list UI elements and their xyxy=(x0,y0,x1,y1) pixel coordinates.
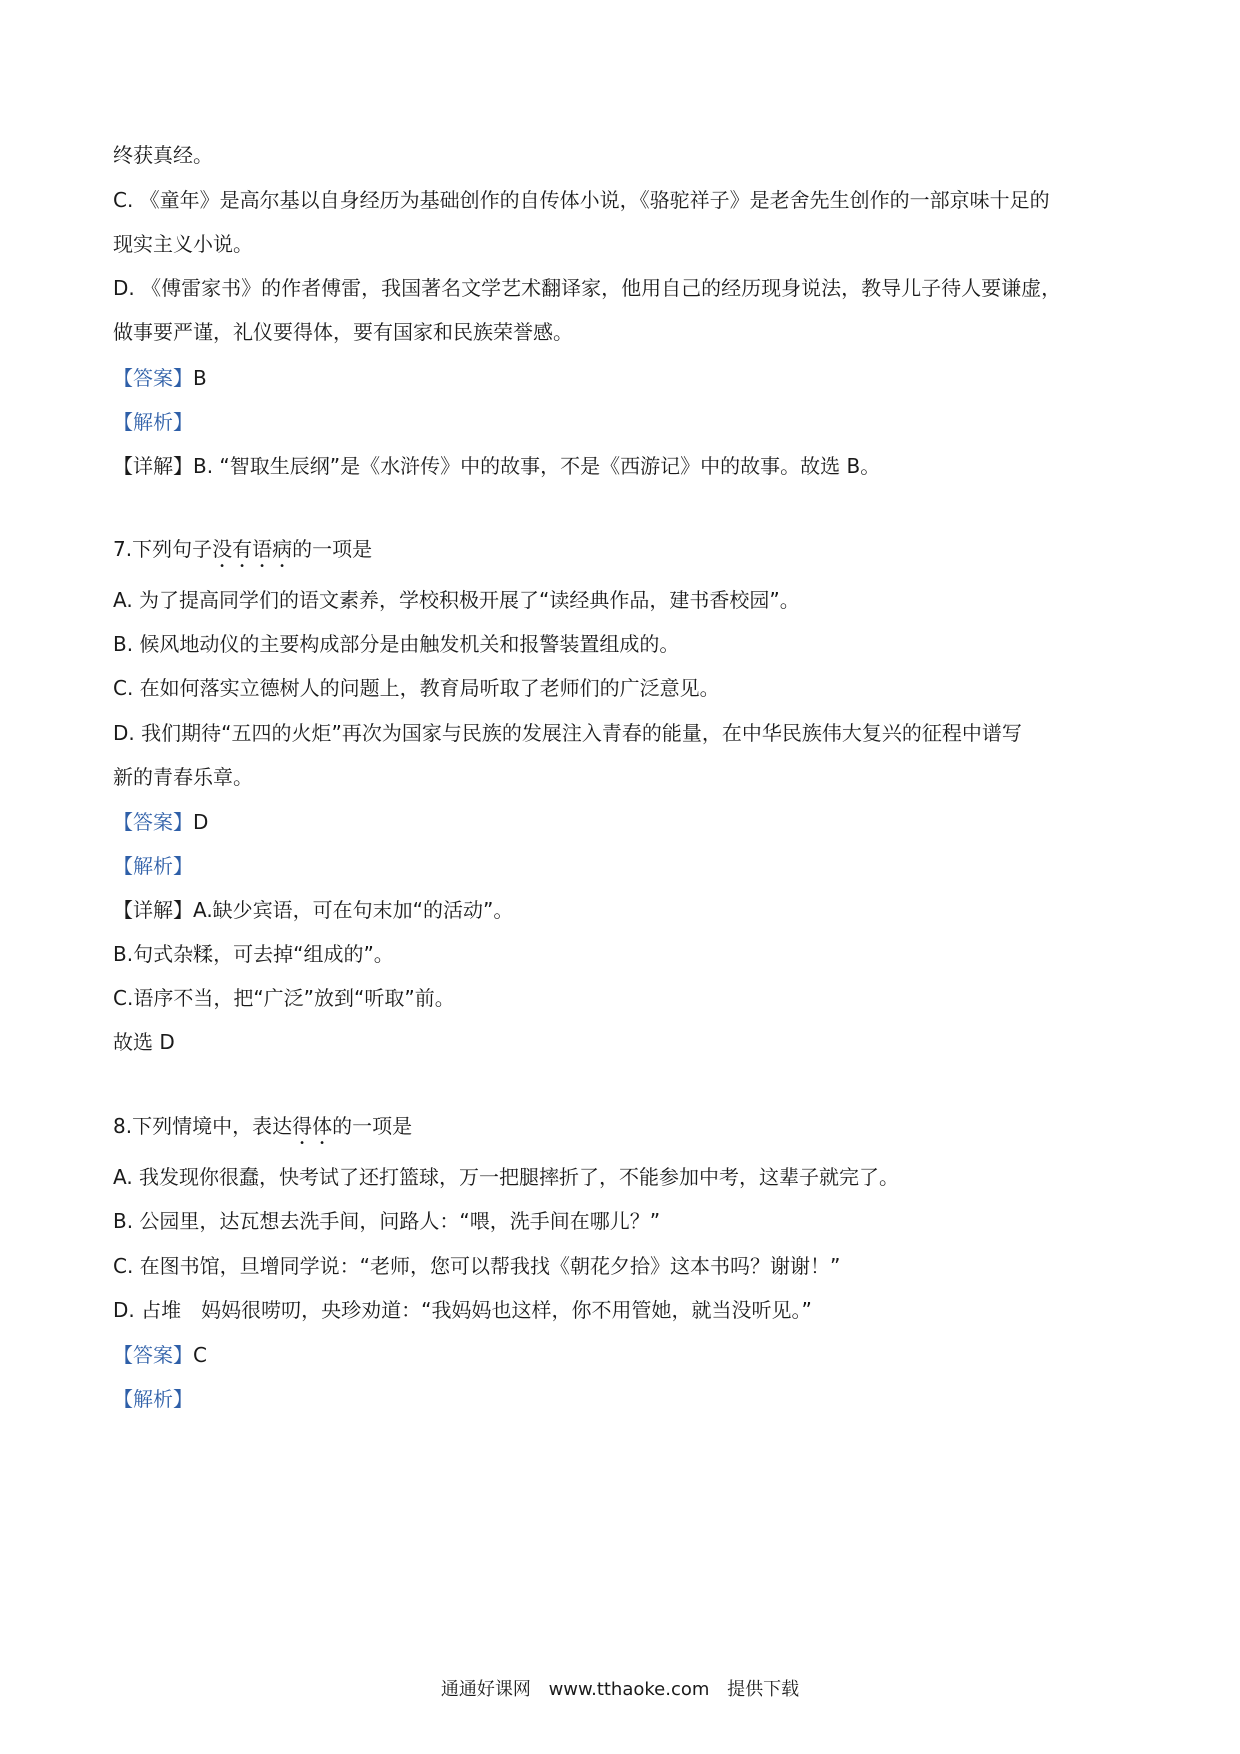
q7-option-b: B. 候风地动仪的主要构成部分是由触发机关和报警装置组成的。 xyxy=(113,632,680,656)
q6-option-d-line2: 做事要严谨，礼仪要得体，要有国家和民族荣誉感。 xyxy=(113,320,573,344)
q6-option-c-line1: C. 《童年》是高尔基以自身经历为基础创作的自传体小说，《骆驼祥子》是老舍先生创作的一部京味十足的 xyxy=(113,188,1050,212)
q7-detail-1: 【详解】A.缺少宾语，可在句末加“的活动”。 xyxy=(113,898,514,922)
q7-stem-suffix: 的一项是 xyxy=(292,537,373,561)
footer-url[interactable]: www.tthaoke.com xyxy=(548,1679,710,1700)
q7-option-d-line2: 新的青春乐章。 xyxy=(113,765,253,789)
q8-option-a: A. 我发现你很蠢，快考试了还打篮球，万一把腿摔折了，不能参加中考，这辈子就完了。 xyxy=(113,1165,900,1189)
q7-option-a: A. 为了提高同学们的语文素养，学校积极开展了“读经典作品，建书香校园”。 xyxy=(113,588,800,612)
q8-answer xyxy=(113,1341,207,1369)
q6-option-c-line2: 现实主义小说。 xyxy=(113,232,253,256)
q8-stem-prefix: 8.下列情境中，表达 xyxy=(113,1114,293,1138)
q8-analysis-label: 【解析】 xyxy=(113,1387,193,1411)
q8-option-d: D. 占堆 妈妈很唠叨，央珍劝道：“我妈妈也这样，你不用管她，就当没听见。” xyxy=(113,1298,812,1322)
q7-stem xyxy=(113,535,372,572)
q7-option-d-line1: D. 我们期待“五四的火炬”再次为国家与民族的发展注入青春的能量，在中华民族伟大复兴的征程中谱写 xyxy=(113,721,1022,745)
answer-value: C xyxy=(193,1343,207,1367)
answer-label: 【答案】 xyxy=(113,366,193,390)
q8-stem-suffix: 的一项是 xyxy=(332,1114,413,1138)
q6-option-d-line1: D. 《傅雷家书》的作者傅雷，我国著名文学艺术翻译家，他用自己的经历现身说法，教导儿子待人要谦虚， xyxy=(113,276,1062,300)
page-footer xyxy=(0,1677,1240,1703)
q7-detail-2: B.句式杂糅，可去掉“组成的”。 xyxy=(113,942,394,966)
answer-label: 【答案】 xyxy=(113,810,193,834)
q8-option-b: B. 公园里，达瓦想去洗手间，问路人：“喂，洗手间在哪儿？” xyxy=(113,1209,661,1233)
answer-value: D xyxy=(193,810,209,834)
q8-stem-emphasis: 得体 xyxy=(292,1114,333,1138)
q7-analysis-label: 【解析】 xyxy=(113,854,193,878)
q7-stem-prefix: 7.下列句子 xyxy=(113,537,213,561)
q6-detail: 【详解】B. “智取生辰纲”是《水浒传》中的故事，不是《西游记》中的故事。故选 B。 xyxy=(113,454,881,478)
q7-answer xyxy=(113,808,208,836)
footer-site-name: 通通好课网 xyxy=(440,1679,531,1700)
footer-note: 提供下载 xyxy=(727,1679,800,1700)
q7-detail-4: 故选 D xyxy=(113,1030,175,1054)
q7-stem-emphasis: 没有语病 xyxy=(212,537,293,561)
q6-option-b-end: 终获真经。 xyxy=(113,143,213,167)
q8-stem xyxy=(113,1112,412,1149)
q6-answer xyxy=(113,364,207,392)
q6-analysis-label: 【解析】 xyxy=(113,410,193,434)
q8-option-c: C. 在图书馆，旦增同学说：“老师，您可以帮我找《朝花夕拾》这本书吗？谢谢！” xyxy=(113,1254,841,1278)
q7-detail-3: C.语序不当，把“广泛”放到“听取”前。 xyxy=(113,986,455,1010)
answer-label: 【答案】 xyxy=(113,1343,193,1367)
q7-option-c: C. 在如何落实立德树人的问题上，教育局听取了老师们的广泛意见。 xyxy=(113,676,720,700)
answer-value: B xyxy=(193,366,207,390)
